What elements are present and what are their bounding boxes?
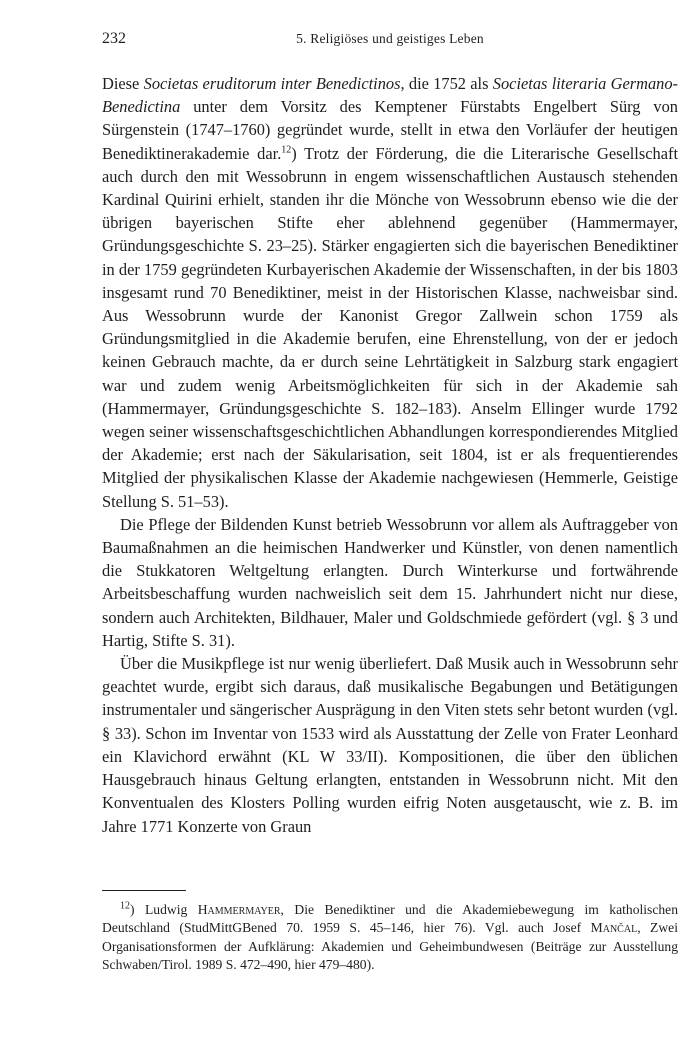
italic-term-societas-eruditorum: Societas eruditorum inter Benedictinos [143, 74, 401, 93]
book-page [102, 30, 678, 975]
footnote-text-c: , Zwei Organisationsformen der Aufklärung: Akademien und Geheimbundwesen (Beiträge zur Ausstellung Schwaben/Tirol. 1989 S. 472–490, hier 479–480). [102, 920, 678, 973]
italic-term-societas-literaria: Societas literaria Germano-Benedictina [102, 74, 678, 117]
footnote-divider [102, 890, 186, 891]
paragraph-1-text-c: unter dem Vorsitz des Kemptener Fürstabts Engelbert Sürg von Sürgenstein (1747–1760) gegründet wurde, stellt in etwa den Vorläufer der heutigen Benediktinerakademie dar. [102, 97, 678, 163]
footnote-text-b: , Die Benediktiner und die Akademiebewegung im katholischen Deutschland (StudMittGBened 70. 1959 S. 45–146, hier 76). Vgl. auch Josef [102, 901, 678, 936]
main-text [102, 72, 678, 838]
footnote-marker: 12 [120, 900, 130, 912]
author-name-hammermayer: Hammermayer [197, 901, 281, 917]
footnotes [102, 901, 678, 975]
paragraph-1-text-b: , die 1752 als [400, 74, 493, 93]
paragraph-2: Die Pflege der Bildenden Kunst betrieb Wessobrunn vor allem als Auftraggeber von Baumaßnahmen an die heimischen Handwerker und Künstler, von denen namentlich die Stukkatoren Weltgeltung erlangten. Durch Winterkurse und fortwährende Arbeitsbeschaffung wurden nachweislich seit dem 15. Jahrhundert nicht nur diese, sondern auch Architekten, Bildhauer, Maler und Goldschmiede gefördert (vgl. § 3 und Hartig, Stifte S. 31). [102, 514, 678, 650]
footnote-text-a: ) Ludwig [130, 901, 198, 917]
footnote-12 [102, 901, 678, 975]
running-title: 5. Religiöses und geistiges Leben [296, 31, 484, 46]
page-header [102, 30, 678, 52]
paragraph-3: Über die Musikpflege ist nur wenig überliefert. Daß Musik auch in Wessobrunn sehr geachtet wurde, ergibt sich daraus, daß musikalische Begabungen und Betätigungen instrumentaler und sängerischer Ausprägung in den Viten stets sehr betont wurden (vgl. § 33). Schon im Inventar von 1533 wird als Ausstattung der Zelle von Frater Leonhard ein Klavichord erwähnt (KL W 33/II). Kompositionen, die über den üblichen Hausgebrauch hinaus Geltung erlangten, entstanden in Wessobrunn nicht. Mit den Konventualen des Klosters Polling wurden eifrig Noten ausgetauscht, wie z. B. im Jahre 1771 Konzerte von Graun [102, 654, 678, 836]
footnote-reference[interactable]: 12 [281, 144, 292, 156]
page-number: 232 [102, 30, 126, 47]
paragraph-1 [102, 72, 678, 513]
author-name-mancal: Mančal [590, 920, 638, 936]
paragraph-1-text-a: Diese [102, 74, 144, 93]
paragraph-1-text-d: ) Trotz der Förderung, die die Literarische Gesellschaft auch durch den mit Wessobrunn in engem wissenschaftlichen Austausch stehenden Kardinal Quirini erhielt, standen ihr die Mönche von Wessobrunn ebenso wie die der übrigen bayerischen Stifte eher ablehnend gegenüber (Hammermayer, Gründungsgeschichte S. 23–25). Stärker engagierten sich die bayerischen Benediktiner in der 1759 gegründeten Kurbayerischen Akademie der Wissenschaften, in der bis 1803 insgesamt rund 70 Benediktiner, meist in der Historischen Klasse, nachweisbar sind. Aus Wessobrunn wurde der Kanonist Gregor Zallwein schon 1759 als Gründungsmitglied in die Akademie berufen, eine Ehrenstellung, von der er jedoch keinen Gebrauch machte, da er durch seine Lehrtätigkeit in Salzburg stark engagiert war und zudem wenig Arbeitsmöglichkeiten für sich in der Akademie sah (Hammermayer, Gründungsgeschichte S. 182–183). Anselm Ellinger wurde 1792 wegen seiner wissenschaftsgeschichtlichen Abhandlungen korrespondierendes Mitglied der Akademie; erst nach der Säkularisation, seit 1804, ist er als frequentierendes Mitglied der physikalischen Klasse der Akademie nachgewiesen (Hemmerle, Geistige Stellung S. 51–53). [102, 143, 678, 511]
